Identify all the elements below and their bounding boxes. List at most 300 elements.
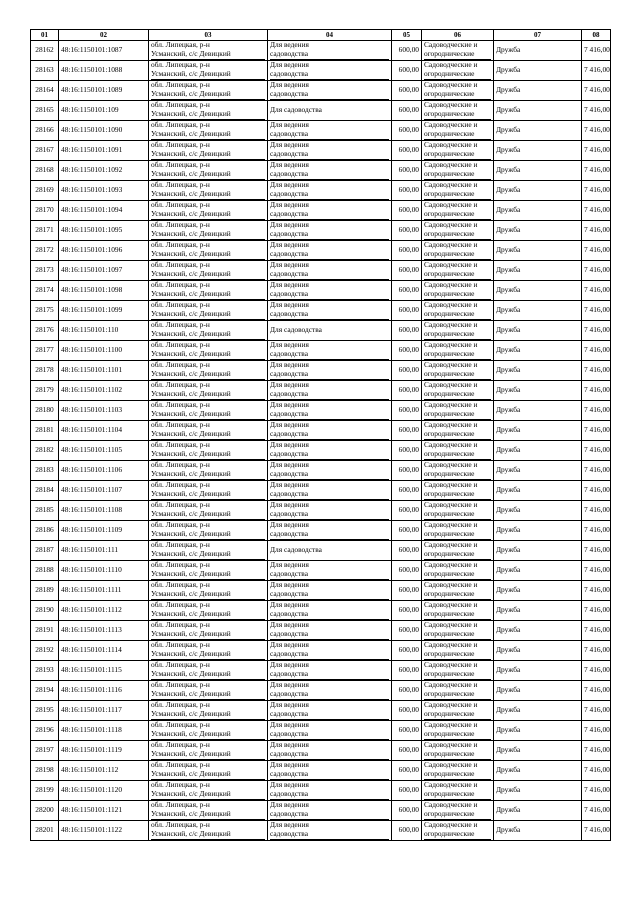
permitted-use-line-1: Для ведения	[270, 180, 309, 190]
land-category-line-1: Садоводческие и	[424, 140, 478, 150]
permitted-use-cell	[268, 201, 392, 221]
area-value: 600,00	[392, 401, 422, 421]
cadastral-number: 48:16:1150101:1114	[59, 641, 149, 661]
row-number: 28186	[31, 521, 59, 541]
row-number: 28167	[31, 141, 59, 161]
permitted-use-line-1: Для ведения	[270, 80, 309, 90]
address-cell	[149, 661, 268, 681]
cadastral-number: 48:16:1150101:1087	[59, 41, 149, 61]
permitted-use-line-1: Для ведения	[270, 360, 309, 370]
land-category-cell	[422, 201, 494, 221]
address-cell	[149, 721, 268, 741]
cadastral-number: 48:16:1150101:1099	[59, 301, 149, 321]
land-category-line-2: огороднические	[424, 610, 491, 620]
land-category-line-1: Садоводческие и	[424, 100, 478, 110]
permitted-use-line-1: Для ведения	[270, 820, 309, 830]
address-line-2: Усманский, с/с Девицкий	[151, 130, 265, 140]
area-value: 600,00	[392, 441, 422, 461]
land-category-line-1: Садоводческие и	[424, 540, 478, 550]
land-category-line-1: Садоводческие и	[424, 460, 478, 470]
society-name: Дружба	[494, 321, 582, 341]
row-number: 28176	[31, 321, 59, 341]
land-category-line-1: Садоводческие и	[424, 640, 478, 650]
land-category-line-2: огороднические	[424, 190, 491, 200]
permitted-use-cell	[268, 741, 392, 761]
permitted-use-line-1: Для ведения	[270, 780, 309, 790]
cadastral-value: 7 416,00	[582, 461, 611, 481]
cadastral-number: 48:16:1150101:1118	[59, 721, 149, 741]
permitted-use-line-1: Для ведения	[270, 340, 309, 350]
land-category-line-2: огороднические	[424, 530, 491, 540]
land-category-cell	[422, 101, 494, 121]
table-row	[31, 481, 611, 501]
table-row	[31, 561, 611, 581]
permitted-use-line-1: Для ведения	[270, 220, 309, 230]
permitted-use-cell	[268, 121, 392, 141]
land-category-line-1: Садоводческие и	[424, 320, 478, 330]
row-number: 28189	[31, 581, 59, 601]
land-category-cell	[422, 81, 494, 101]
permitted-use-line-2: садоводства	[270, 690, 389, 700]
area-value: 600,00	[392, 681, 422, 701]
address-line-1: обл. Липецкая, р-н	[151, 680, 210, 690]
land-category-line-2: огороднические	[424, 730, 491, 740]
address-line-1: обл. Липецкая, р-н	[151, 620, 210, 630]
row-number: 28175	[31, 301, 59, 321]
table-row	[31, 161, 611, 181]
permitted-use-line-2: садоводства	[270, 310, 389, 320]
cadastral-number: 48:16:1150101:1102	[59, 381, 149, 401]
address-cell	[149, 501, 268, 521]
permitted-use-cell	[268, 441, 392, 461]
land-category-cell	[422, 521, 494, 541]
permitted-use-cell	[268, 341, 392, 361]
permitted-use-line-2: садоводства	[270, 230, 389, 240]
permitted-use-line-2: садоводства	[270, 150, 389, 160]
table-row	[31, 361, 611, 381]
permitted-use-line-1: Для ведения	[270, 240, 309, 250]
land-category-line-1: Садоводческие и	[424, 80, 478, 90]
address-cell	[149, 161, 268, 181]
cadastral-value: 7 416,00	[582, 481, 611, 501]
address-line-1: обл. Липецкая, р-н	[151, 140, 210, 150]
land-category-line-1: Садоводческие и	[424, 760, 478, 770]
permitted-use-line-1: Для ведения	[270, 420, 309, 430]
cadastral-value: 7 416,00	[582, 321, 611, 341]
society-name: Дружба	[494, 581, 582, 601]
land-category-line-1: Садоводческие и	[424, 160, 478, 170]
permitted-use-cell	[268, 601, 392, 621]
society-name: Дружба	[494, 81, 582, 101]
permitted-use-line-1: Для ведения	[270, 160, 309, 170]
address-line-2: Усманский, с/с Девицкий	[151, 150, 265, 160]
table-body	[31, 41, 611, 841]
permitted-use-line-1: Для ведения	[270, 700, 309, 710]
permitted-use-line-2: садоводства	[270, 650, 389, 660]
land-category-line-2: огороднические	[424, 50, 491, 60]
area-value: 600,00	[392, 621, 422, 641]
society-name: Дружба	[494, 181, 582, 201]
cadastral-value: 7 416,00	[582, 161, 611, 181]
address-line-1: обл. Липецкая, р-н	[151, 640, 210, 650]
address-line-1: обл. Липецкая, р-н	[151, 820, 210, 830]
permitted-use-cell	[268, 801, 392, 821]
address-line-2: Усманский, с/с Девицкий	[151, 390, 265, 400]
area-value: 600,00	[392, 501, 422, 521]
row-number: 28199	[31, 781, 59, 801]
land-category-line-1: Садоводческие и	[424, 380, 478, 390]
permitted-use-line-2: садоводства	[270, 470, 389, 480]
address-line-1: обл. Липецкая, р-н	[151, 340, 210, 350]
table-row	[31, 221, 611, 241]
society-name: Дружба	[494, 481, 582, 501]
address-line-2: Усманский, с/с Девицкий	[151, 790, 265, 800]
address-line-2: Усманский, с/с Девицкий	[151, 170, 265, 180]
permitted-use-line-2: садоводства	[270, 130, 389, 140]
land-category-line-1: Садоводческие и	[424, 60, 478, 70]
permitted-use-cell	[268, 501, 392, 521]
address-line-1: обл. Липецкая, р-н	[151, 520, 210, 530]
table-row	[31, 241, 611, 261]
permitted-use-line-1: Для садоводства	[270, 105, 322, 115]
table-row	[31, 141, 611, 161]
society-name: Дружба	[494, 101, 582, 121]
land-category-line-2: огороднические	[424, 150, 491, 160]
address-line-2: Усманский, с/с Девицкий	[151, 370, 265, 380]
cadastral-number: 48:16:1150101:1108	[59, 501, 149, 521]
address-line-1: обл. Липецкая, р-н	[151, 100, 210, 110]
address-cell	[149, 441, 268, 461]
land-category-cell	[422, 381, 494, 401]
permitted-use-line-1: Для ведения	[270, 620, 309, 630]
area-value: 600,00	[392, 201, 422, 221]
land-category-line-1: Садоводческие и	[424, 420, 478, 430]
society-name: Дружба	[494, 301, 582, 321]
permitted-use-line-2: садоводства	[270, 830, 389, 840]
address-line-1: обл. Липецкая, р-н	[151, 180, 210, 190]
cadastral-value: 7 416,00	[582, 821, 611, 841]
permitted-use-cell	[268, 301, 392, 321]
address-line-1: обл. Липецкая, р-н	[151, 740, 210, 750]
permitted-use-line-2: садоводства	[270, 530, 389, 540]
address-line-2: Усманский, с/с Девицкий	[151, 430, 265, 440]
row-number: 28185	[31, 501, 59, 521]
land-category-cell	[422, 281, 494, 301]
cadastral-value: 7 416,00	[582, 521, 611, 541]
address-cell	[149, 601, 268, 621]
society-name: Дружба	[494, 781, 582, 801]
address-line-1: обл. Липецкая, р-н	[151, 580, 210, 590]
society-name: Дружба	[494, 421, 582, 441]
land-category-line-2: огороднические	[424, 330, 491, 340]
land-category-cell	[422, 541, 494, 561]
address-line-2: Усманский, с/с Девицкий	[151, 250, 265, 260]
area-value: 600,00	[392, 41, 422, 61]
land-category-cell	[422, 481, 494, 501]
land-category-line-2: огороднические	[424, 470, 491, 480]
cadastral-value: 7 416,00	[582, 501, 611, 521]
address-line-2: Усманский, с/с Девицкий	[151, 210, 265, 220]
permitted-use-line-1: Для ведения	[270, 500, 309, 510]
permitted-use-line-2: садоводства	[270, 770, 389, 780]
permitted-use-cell	[268, 541, 392, 561]
area-value: 600,00	[392, 641, 422, 661]
area-value: 600,00	[392, 801, 422, 821]
address-line-2: Усманский, с/с Девицкий	[151, 330, 265, 340]
table-row	[31, 461, 611, 481]
address-cell	[149, 801, 268, 821]
permitted-use-line-2: садоводства	[270, 570, 389, 580]
address-cell	[149, 341, 268, 361]
cadastral-value: 7 416,00	[582, 781, 611, 801]
cadastral-value: 7 416,00	[582, 761, 611, 781]
table-row	[31, 281, 611, 301]
address-cell	[149, 581, 268, 601]
row-number: 28162	[31, 41, 59, 61]
address-cell	[149, 821, 268, 841]
address-cell	[149, 281, 268, 301]
cadastral-value: 7 416,00	[582, 41, 611, 61]
land-category-cell	[422, 681, 494, 701]
permitted-use-line-1: Для ведения	[270, 300, 309, 310]
row-number: 28165	[31, 101, 59, 121]
permitted-use-line-1: Для ведения	[270, 560, 309, 570]
cadastral-number: 48:16:1150101:1101	[59, 361, 149, 381]
society-name: Дружба	[494, 461, 582, 481]
land-category-line-2: огороднические	[424, 830, 491, 840]
permitted-use-line-1: Для ведения	[270, 600, 309, 610]
land-category-line-2: огороднические	[424, 90, 491, 100]
society-name: Дружба	[494, 401, 582, 421]
land-category-line-2: огороднические	[424, 770, 491, 780]
permitted-use-cell	[268, 381, 392, 401]
land-category-line-1: Садоводческие и	[424, 580, 478, 590]
table-row	[31, 721, 611, 741]
permitted-use-line-1: Для ведения	[270, 200, 309, 210]
address-cell	[149, 301, 268, 321]
address-line-2: Усманский, с/с Девицкий	[151, 650, 265, 660]
address-cell	[149, 461, 268, 481]
land-category-cell	[422, 321, 494, 341]
address-line-2: Усманский, с/с Девицкий	[151, 410, 265, 420]
land-category-line-2: огороднические	[424, 250, 491, 260]
land-category-line-2: огороднические	[424, 390, 491, 400]
land-category-line-2: огороднические	[424, 450, 491, 460]
society-name: Дружба	[494, 161, 582, 181]
land-category-cell	[422, 661, 494, 681]
table-row	[31, 821, 611, 841]
address-line-2: Усманский, с/с Девицкий	[151, 270, 265, 280]
permitted-use-line-1: Для ведения	[270, 640, 309, 650]
area-value: 600,00	[392, 601, 422, 621]
cadastral-value: 7 416,00	[582, 801, 611, 821]
permitted-use-line-2: садоводства	[270, 490, 389, 500]
area-value: 600,00	[392, 561, 422, 581]
cadastral-number: 48:16:1150101:1088	[59, 61, 149, 81]
land-category-line-2: огороднические	[424, 590, 491, 600]
address-line-2: Усманский, с/с Девицкий	[151, 710, 265, 720]
address-line-2: Усманский, с/с Девицкий	[151, 470, 265, 480]
permitted-use-line-2: садоводства	[270, 750, 389, 760]
society-name: Дружба	[494, 501, 582, 521]
address-cell	[149, 401, 268, 421]
land-category-line-1: Садоводческие и	[424, 340, 478, 350]
row-number: 28191	[31, 621, 59, 641]
cadastral-value: 7 416,00	[582, 741, 611, 761]
row-number: 28173	[31, 261, 59, 281]
address-line-1: обл. Липецкая, р-н	[151, 600, 210, 610]
permitted-use-line-1: Для садоводства	[270, 325, 322, 335]
table-row	[31, 781, 611, 801]
table-row	[31, 201, 611, 221]
land-category-line-1: Садоводческие и	[424, 740, 478, 750]
cadastral-value: 7 416,00	[582, 281, 611, 301]
row-number: 28168	[31, 161, 59, 181]
permitted-use-line-1: Для садоводства	[270, 545, 322, 555]
row-number: 28163	[31, 61, 59, 81]
address-line-1: обл. Липецкая, р-н	[151, 460, 210, 470]
permitted-use-line-2: садоводства	[270, 710, 389, 720]
permitted-use-line-1: Для ведения	[270, 60, 309, 70]
society-name: Дружба	[494, 141, 582, 161]
land-category-cell	[422, 401, 494, 421]
address-cell	[149, 701, 268, 721]
table-row	[31, 181, 611, 201]
cadastral-number: 48:16:1150101:111	[59, 541, 149, 561]
land-category-cell	[422, 641, 494, 661]
address-line-2: Усманский, с/с Девицкий	[151, 530, 265, 540]
society-name: Дружба	[494, 721, 582, 741]
land-category-line-2: огороднические	[424, 570, 491, 580]
society-name: Дружба	[494, 701, 582, 721]
area-value: 600,00	[392, 521, 422, 541]
address-line-1: обл. Липецкая, р-н	[151, 240, 210, 250]
address-line-2: Усманский, с/с Девицкий	[151, 610, 265, 620]
cadastral-value: 7 416,00	[582, 561, 611, 581]
address-line-2: Усманский, с/с Девицкий	[151, 310, 265, 320]
address-line-1: обл. Липецкая, р-н	[151, 60, 210, 70]
permitted-use-line-1: Для ведения	[270, 740, 309, 750]
address-cell	[149, 41, 268, 61]
table-row	[31, 81, 611, 101]
row-number: 28184	[31, 481, 59, 501]
col-header-06: 06	[422, 30, 494, 41]
permitted-use-line-2: садоводства	[270, 730, 389, 740]
land-category-cell	[422, 441, 494, 461]
address-line-1: обл. Липецкая, р-н	[151, 380, 210, 390]
area-value: 600,00	[392, 661, 422, 681]
permitted-use-line-2: садоводства	[270, 430, 389, 440]
col-header-05: 05	[392, 30, 422, 41]
address-line-2: Усманский, с/с Девицкий	[151, 230, 265, 240]
area-value: 600,00	[392, 541, 422, 561]
land-category-line-2: огороднические	[424, 710, 491, 720]
address-line-2: Усманский, с/с Девицкий	[151, 730, 265, 740]
land-category-line-1: Садоводческие и	[424, 480, 478, 490]
address-line-1: обл. Липецкая, р-н	[151, 540, 210, 550]
land-category-line-2: огороднические	[424, 670, 491, 680]
address-line-1: обл. Липецкая, р-н	[151, 200, 210, 210]
address-line-2: Усманский, с/с Девицкий	[151, 90, 265, 100]
row-number: 28187	[31, 541, 59, 561]
area-value: 600,00	[392, 221, 422, 241]
table-row	[31, 301, 611, 321]
area-value: 600,00	[392, 721, 422, 741]
land-category-cell	[422, 721, 494, 741]
cadastral-number: 48:16:1150101:109	[59, 101, 149, 121]
row-number: 28190	[31, 601, 59, 621]
cadastral-number: 48:16:1150101:1094	[59, 201, 149, 221]
cadastral-number: 48:16:1150101:1092	[59, 161, 149, 181]
cadastral-value: 7 416,00	[582, 61, 611, 81]
permitted-use-line-2: садоводства	[270, 70, 389, 80]
row-number: 28195	[31, 701, 59, 721]
table-row	[31, 681, 611, 701]
society-name: Дружба	[494, 241, 582, 261]
land-category-line-1: Садоводческие и	[424, 660, 478, 670]
cadastral-number: 48:16:1150101:1111	[59, 581, 149, 601]
cadastral-number: 48:16:1150101:1117	[59, 701, 149, 721]
permitted-use-line-1: Для ведения	[270, 760, 309, 770]
land-category-line-1: Садоводческие и	[424, 400, 478, 410]
area-value: 600,00	[392, 741, 422, 761]
address-line-1: обл. Липецкая, р-н	[151, 440, 210, 450]
area-value: 600,00	[392, 381, 422, 401]
cadastral-value: 7 416,00	[582, 341, 611, 361]
cadastral-number: 48:16:1150101:1096	[59, 241, 149, 261]
land-category-line-2: огороднические	[424, 70, 491, 80]
cadastral-value: 7 416,00	[582, 261, 611, 281]
area-value: 600,00	[392, 341, 422, 361]
permitted-use-cell	[268, 221, 392, 241]
col-header-07: 07	[494, 30, 582, 41]
address-line-1: обл. Липецкая, р-н	[151, 760, 210, 770]
address-line-1: обл. Липецкая, р-н	[151, 80, 210, 90]
permitted-use-cell	[268, 481, 392, 501]
cadastral-number: 48:16:1150101:1100	[59, 341, 149, 361]
area-value: 600,00	[392, 481, 422, 501]
land-category-line-1: Садоводческие и	[424, 620, 478, 630]
table-row	[31, 741, 611, 761]
land-category-cell	[422, 701, 494, 721]
society-name: Дружба	[494, 541, 582, 561]
address-line-2: Усманский, с/с Девицкий	[151, 770, 265, 780]
address-line-1: обл. Липецкая, р-н	[151, 120, 210, 130]
table-row	[31, 541, 611, 561]
address-line-1: обл. Липецкая, р-н	[151, 360, 210, 370]
address-line-1: обл. Липецкая, р-н	[151, 160, 210, 170]
address-line-1: обл. Липецкая, р-н	[151, 560, 210, 570]
area-value: 600,00	[392, 761, 422, 781]
permitted-use-line-1: Для ведения	[270, 520, 309, 530]
area-value: 600,00	[392, 361, 422, 381]
land-category-line-2: огороднические	[424, 650, 491, 660]
row-number: 28192	[31, 641, 59, 661]
permitted-use-cell	[268, 421, 392, 441]
table-row	[31, 421, 611, 441]
permitted-use-line-1: Для ведения	[270, 260, 309, 270]
address-line-2: Усманский, с/с Девицкий	[151, 490, 265, 500]
land-category-cell	[422, 241, 494, 261]
address-line-2: Усманский, с/с Девицкий	[151, 290, 265, 300]
area-value: 600,00	[392, 181, 422, 201]
society-name: Дружба	[494, 521, 582, 541]
land-category-line-1: Садоводческие и	[424, 800, 478, 810]
permitted-use-line-2: садоводства	[270, 90, 389, 100]
permitted-use-line-1: Для ведения	[270, 660, 309, 670]
area-value: 600,00	[392, 121, 422, 141]
row-number: 28169	[31, 181, 59, 201]
